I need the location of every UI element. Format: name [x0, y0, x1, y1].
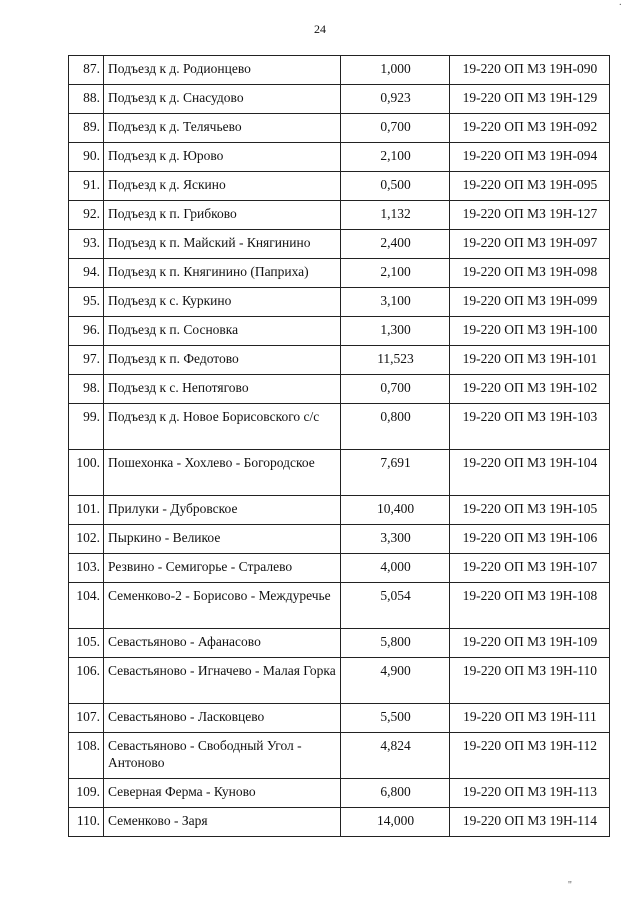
road-length-cell: 7,691 — [341, 450, 450, 496]
bottom-mark: " — [567, 880, 572, 891]
corner-mark: · — [618, 0, 622, 11]
road-code-cell: 19-220 ОП МЗ 19Н-127 — [450, 201, 610, 230]
table-row — [69, 496, 610, 525]
road-code-cell: 19-220 ОП МЗ 19Н-098 — [450, 259, 610, 288]
road-name-cell: Севастьяново - Афанасово — [104, 629, 341, 658]
row-number-cell: 103. — [69, 554, 104, 583]
road-code-cell: 19-220 ОП МЗ 19Н-097 — [450, 230, 610, 259]
road-name-cell: Подъезд к с. Непотягово — [104, 375, 341, 404]
row-number-cell: 100. — [69, 450, 104, 496]
table-row — [69, 114, 610, 143]
road-length-cell: 1,000 — [341, 56, 450, 85]
road-length-cell: 4,000 — [341, 554, 450, 583]
road-code-cell: 19-220 ОП МЗ 19Н-107 — [450, 554, 610, 583]
row-number-cell: 93. — [69, 230, 104, 259]
road-name-cell: Севастьяново - Игначево - Малая Горка — [104, 658, 341, 704]
road-code-cell: 19-220 ОП МЗ 19Н-106 — [450, 525, 610, 554]
row-number-cell: 105. — [69, 629, 104, 658]
table-row — [69, 201, 610, 230]
roads-table-body — [69, 56, 610, 837]
road-length-cell: 3,300 — [341, 525, 450, 554]
row-number-cell: 102. — [69, 525, 104, 554]
roads-table — [68, 55, 610, 837]
table-row — [69, 554, 610, 583]
road-name-cell: Подъезд к п. Княгинино (Паприха) — [104, 259, 341, 288]
road-length-cell: 2,400 — [341, 230, 450, 259]
road-name-cell: Пыркино - Великое — [104, 525, 341, 554]
table-row — [69, 375, 610, 404]
road-code-cell: 19-220 ОП МЗ 19Н-099 — [450, 288, 610, 317]
road-code-cell: 19-220 ОП МЗ 19Н-102 — [450, 375, 610, 404]
road-length-cell: 4,900 — [341, 658, 450, 704]
row-number-cell: 108. — [69, 733, 104, 779]
table-row — [69, 525, 610, 554]
road-name-cell: Пошехонка - Хохлево - Богородское — [104, 450, 341, 496]
road-code-cell: 19-220 ОП МЗ 19Н-095 — [450, 172, 610, 201]
table-row — [69, 658, 610, 704]
row-number-cell: 94. — [69, 259, 104, 288]
row-number-cell: 92. — [69, 201, 104, 230]
road-length-cell: 4,824 — [341, 733, 450, 779]
table-row — [69, 317, 610, 346]
table-row — [69, 629, 610, 658]
road-name-cell: Семенково-2 - Борисово - Междуречье — [104, 583, 341, 629]
road-name-cell: Семенково - Заря — [104, 808, 341, 837]
row-number-cell: 95. — [69, 288, 104, 317]
road-name-cell: Севастьяново - Ласковцево — [104, 704, 341, 733]
road-name-cell: Подъезд к д. Снасудово — [104, 85, 341, 114]
road-code-cell: 19-220 ОП МЗ 19Н-092 — [450, 114, 610, 143]
road-code-cell: 19-220 ОП МЗ 19Н-109 — [450, 629, 610, 658]
row-number-cell: 91. — [69, 172, 104, 201]
row-number-cell: 106. — [69, 658, 104, 704]
road-code-cell: 19-220 ОП МЗ 19Н-105 — [450, 496, 610, 525]
table-row — [69, 230, 610, 259]
table-row — [69, 583, 610, 629]
road-length-cell: 5,800 — [341, 629, 450, 658]
road-name-cell: Подъезд к д. Юрово — [104, 143, 341, 172]
road-length-cell: 2,100 — [341, 143, 450, 172]
table-row — [69, 346, 610, 375]
road-code-cell: 19-220 ОП МЗ 19Н-129 — [450, 85, 610, 114]
road-length-cell: 0,700 — [341, 114, 450, 143]
row-number-cell: 104. — [69, 583, 104, 629]
table-row — [69, 172, 610, 201]
table-row — [69, 450, 610, 496]
road-length-cell: 1,132 — [341, 201, 450, 230]
road-name-cell: Подъезд к п. Грибково — [104, 201, 341, 230]
road-name-cell: Подъезд к д. Яскино — [104, 172, 341, 201]
row-number-cell: 101. — [69, 496, 104, 525]
road-length-cell: 1,300 — [341, 317, 450, 346]
road-length-cell: 14,000 — [341, 808, 450, 837]
row-number-cell: 88. — [69, 85, 104, 114]
row-number-cell: 96. — [69, 317, 104, 346]
road-name-cell: Подъезд к д. Телячьево — [104, 114, 341, 143]
page-number: 24 — [314, 22, 326, 36]
row-number-cell: 89. — [69, 114, 104, 143]
road-code-cell: 19-220 ОП МЗ 19Н-108 — [450, 583, 610, 629]
road-name-cell: Прилуки - Дубровское — [104, 496, 341, 525]
table-row — [69, 808, 610, 837]
road-name-cell: Резвино - Семигорье - Стралево — [104, 554, 341, 583]
road-length-cell: 0,500 — [341, 172, 450, 201]
row-number-cell: 97. — [69, 346, 104, 375]
road-name-cell: Подъезд к п. Майский - Княгинино — [104, 230, 341, 259]
road-code-cell: 19-220 ОП МЗ 19Н-100 — [450, 317, 610, 346]
road-name-cell: Подъезд к д. Новое Борисовского с/с — [104, 404, 341, 450]
road-code-cell: 19-220 ОП МЗ 19Н-101 — [450, 346, 610, 375]
road-code-cell: 19-220 ОП МЗ 19Н-110 — [450, 658, 610, 704]
table-row — [69, 56, 610, 85]
road-length-cell: 10,400 — [341, 496, 450, 525]
road-name-cell: Подъезд к п. Сосновка — [104, 317, 341, 346]
road-length-cell: 0,800 — [341, 404, 450, 450]
road-name-cell: Подъезд к с. Куркино — [104, 288, 341, 317]
table-row — [69, 143, 610, 172]
road-code-cell: 19-220 ОП МЗ 19Н-103 — [450, 404, 610, 450]
road-name-cell: Подъезд к д. Родионцево — [104, 56, 341, 85]
row-number-cell: 99. — [69, 404, 104, 450]
table-row — [69, 404, 610, 450]
table-row — [69, 259, 610, 288]
road-code-cell: 19-220 ОП МЗ 19Н-090 — [450, 56, 610, 85]
road-length-cell: 3,100 — [341, 288, 450, 317]
table-row — [69, 704, 610, 733]
table-row — [69, 779, 610, 808]
road-name-cell: Подъезд к п. Федотово — [104, 346, 341, 375]
road-length-cell: 2,100 — [341, 259, 450, 288]
row-number-cell: 98. — [69, 375, 104, 404]
road-length-cell: 5,054 — [341, 583, 450, 629]
road-name-cell: Севастьяново - Свободный Угол - Антоново — [104, 733, 341, 779]
road-code-cell: 19-220 ОП МЗ 19Н-113 — [450, 779, 610, 808]
table-row — [69, 85, 610, 114]
road-code-cell: 19-220 ОП МЗ 19Н-094 — [450, 143, 610, 172]
road-length-cell: 6,800 — [341, 779, 450, 808]
row-number-cell: 90. — [69, 143, 104, 172]
row-number-cell: 110. — [69, 808, 104, 837]
road-length-cell: 0,923 — [341, 85, 450, 114]
road-code-cell: 19-220 ОП МЗ 19Н-114 — [450, 808, 610, 837]
row-number-cell: 87. — [69, 56, 104, 85]
row-number-cell: 109. — [69, 779, 104, 808]
table-row — [69, 288, 610, 317]
row-number-cell: 107. — [69, 704, 104, 733]
road-length-cell: 0,700 — [341, 375, 450, 404]
road-code-cell: 19-220 ОП МЗ 19Н-104 — [450, 450, 610, 496]
road-length-cell: 11,523 — [341, 346, 450, 375]
road-code-cell: 19-220 ОП МЗ 19Н-111 — [450, 704, 610, 733]
road-name-cell: Северная Ферма - Куново — [104, 779, 341, 808]
road-code-cell: 19-220 ОП МЗ 19Н-112 — [450, 733, 610, 779]
road-length-cell: 5,500 — [341, 704, 450, 733]
table-row — [69, 733, 610, 779]
